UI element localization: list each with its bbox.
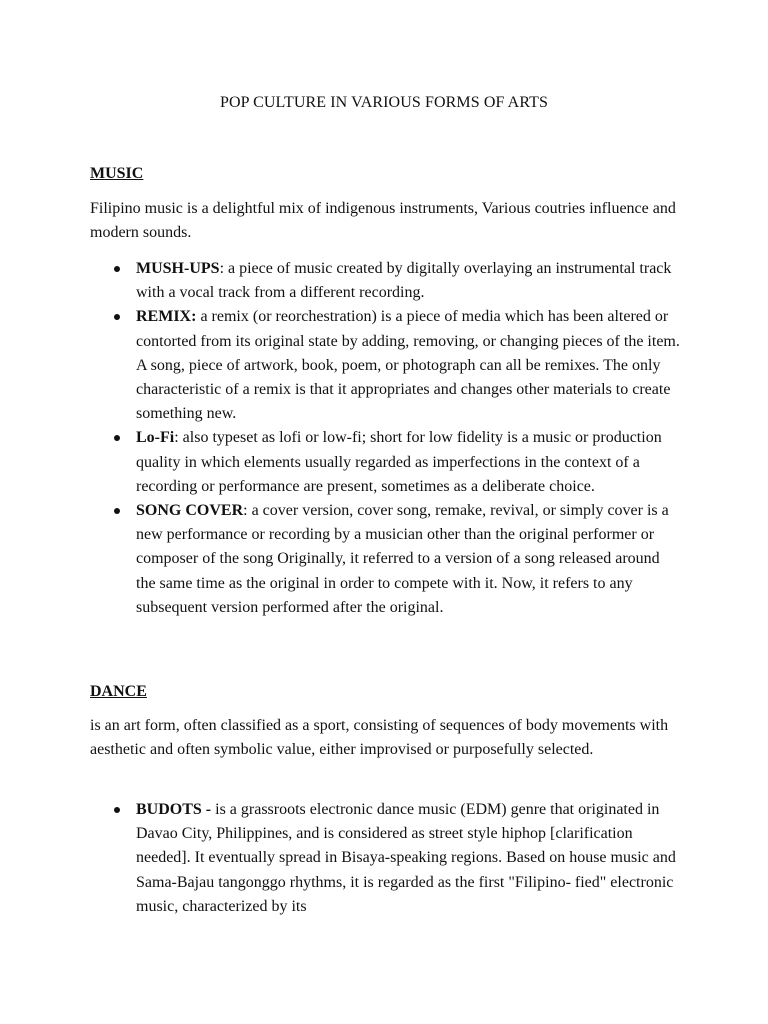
term-label: SONG COVER xyxy=(136,502,244,520)
term-description: : also typeset as lofi or low-fi; short for low fidelity is a music or production quality in which elements usually regarded as imperfections in the context of a recording or performance are present, sometimes as a deliberate choice. xyxy=(136,429,662,495)
bullet-icon xyxy=(114,314,120,320)
term-label: BUDOTS - xyxy=(136,801,212,818)
music-list xyxy=(0,257,768,620)
list-item-song-cover xyxy=(0,499,682,620)
bullet-icon xyxy=(114,807,120,813)
term-description: a remix (or reorchestration) is a piece of media which has been altered or contorted from its original state by adding, removing, or changing pieces of the item. A song, piece of artwork, book, poem, or photograph can all be remixes. The only characteristic of a remix is that it appropriates and changes other materials to create something new. xyxy=(136,308,680,423)
list-item-remix xyxy=(0,305,682,426)
bullet-icon xyxy=(114,508,120,514)
document-title: POP CULTURE IN VARIOUS FORMS OF ARTS xyxy=(219,94,549,111)
list-item-budots xyxy=(0,798,682,919)
music-heading: MUSIC xyxy=(90,165,144,182)
term-label: Lo-Fi xyxy=(136,429,175,447)
dance-list xyxy=(0,798,768,919)
bullet-icon xyxy=(114,266,120,272)
list-item-mush-ups xyxy=(0,257,682,305)
term-description: is a grassroots electronic dance music (EDM) genre that originated in Davao City, Philippines, and is considered as street style hiphop [clarification needed]. It eventually spread in Bisaya-speaking regions. Based on house music and Sama-Bajau tangonggo rhythms, it is regarded as the first "Filipino- fied" electronic music, characterized by its xyxy=(136,801,676,915)
term-label: REMIX: xyxy=(136,308,197,326)
dance-heading: DANCE xyxy=(90,683,147,700)
term-description: : a cover version, cover song, remake, revival, or simply cover is a new performance or recording by a musician other than the original performer or composer of the song Originally, it referred to a version of a song released around the same time as the original in order to compete with it. Now, it refers to any subsequent version performed after the original. xyxy=(136,502,669,616)
list-item-lo-fi xyxy=(0,426,682,499)
bullet-icon xyxy=(114,435,120,441)
dance-intro: is an art form, often classified as a sport, consisting of sequences of body movements with aesthetic and often symbolic value, either improvised or purposefully selected. xyxy=(90,717,669,758)
term-description: : a piece of music created by digitally overlaying an instrumental track with a vocal track from a different recording. xyxy=(136,260,672,302)
music-intro: Filipino music is a delightful mix of indigenous instruments, Various coutries influence and modern sounds. xyxy=(90,200,676,241)
term-label: MUSH-UPS xyxy=(136,260,220,277)
